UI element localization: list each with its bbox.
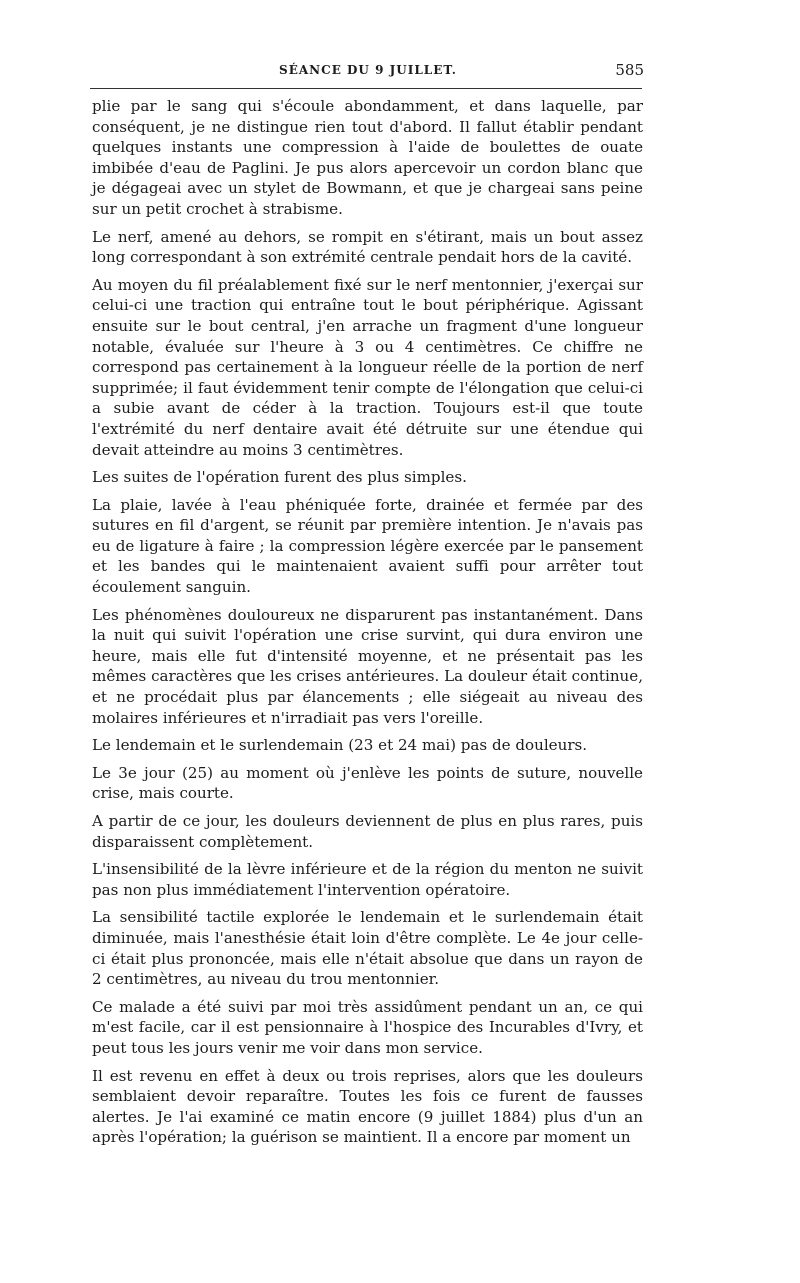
paragraph: Il est revenu en effet à deux ou trois reprises, alors que les douleurs semblaient devoir reparaître. Toutes les fois ce furent de fausses alertes. Je l'ai examiné ce matin encore (9 juillet 1884) plus d'un an après l'opération; la guérison se maintient. Il a encore par moment un [92,1066,643,1147]
header-rule [90,88,642,89]
paragraph: A partir de ce jour, les douleurs deviennent de plus en plus rares, puis disparaissent complètement. [92,812,643,851]
running-header [92,60,644,84]
paragraph: Au moyen du fil préalablement fixé sur le nerf mentonnier, j'exerçai sur celui-ci une traction qui entraîne tout le bout périphérique. Agissant ensuite sur le bout central, j'en arrache un fragment d'une longueur notable, évaluée sur l'heure à 3 ou 4 centimètres. Ce chiffre ne correspond pas certainement à la longueur réelle de la portion de nerf supprimée; il faut évidemment tenir compte de l'élongation que celui-ci a subie avant de céder à la traction. Toujours est-il que toute l'extrémité du nerf dentaire avait été détruite sur une étendue qui devait atteindre au moins 3 centimètres. [92,275,643,459]
body-text [92,96,643,1155]
paragraph: plie par le sang qui s'écoule abondamment, et dans laquelle, par conséquent, je ne distingue rien tout d'abord. Il fallut établir pendant quelques instants une compression à l'aide de boulettes de ouate imbibée d'eau de Paglini. Je pus alors apercevoir un cordon blanc que je dégageai avec un stylet de Bowmann, et que je chargeai sans peine sur un petit crochet à strabisme. [92,97,643,218]
paragraph: La sensibilité tactile explorée le lendemain et le surlendemain était diminuée, mais l'anesthésie était loin d'être complète. Le 4e jour celle-ci était plus prononcée, mais elle n'était absolue que dans un rayon de 2 centimètres, au niveau du trou mentonnier. [92,908,643,989]
paragraph: Les suites de l'opération furent des plus simples. [92,468,467,487]
paragraph: Le 3e jour (25) au moment où j'enlève les points de suture, nouvelle crise, mais courte. [92,763,643,803]
paragraph: Le lendemain et le surlendemain (23 et 24 mai) pas de douleurs. [92,736,588,755]
paragraph: Ce malade a été suivi par moi très assidûment pendant un an, ce qui m'est facile, car il est pensionnaire à l'hospice des Incurables d'Ivry, et peut tous les jours venir me voir dans mon service. [92,997,643,1057]
running-title: SÉANCE DU 9 JUILLET. [279,63,457,77]
paragraph: Les phénomènes douloureux ne disparurent pas instantanément. Dans la nuit qui suivit l'opération une crise survint, qui dura environ une heure, mais elle fut d'intensité moyenne, et ne présentait pas les mêmes caractères que les crises antérieures. La douleur était continue, et ne procédait plus par élancements ; elle siégeait au niveau des molaires inférieures et n'irradiait pas vers l'oreille. [92,605,643,727]
paragraph: La plaie, lavée à l'eau phéniquée forte, drainée et fermée par des sutures en fil d'argent, se réunit par première intention. Je n'avais pas eu de ligature à faire ; la compression légère exercée par le pansement et les bandes qui le maintenaient avaient suffi pour arrêter tout écoulement sanguin. [92,495,643,597]
paragraph: Le nerf, amené au dehors, se rompit en s'étirant, mais un bout assez long correspondant à son extrémité centrale pendait hors de la cavité. [92,227,643,267]
paragraph: L'insensibilité de la lèvre inférieure et de la région du menton ne suivit pas non plus immédiatement l'intervention opératoire. [92,860,643,899]
page-number: 585 [615,61,644,79]
